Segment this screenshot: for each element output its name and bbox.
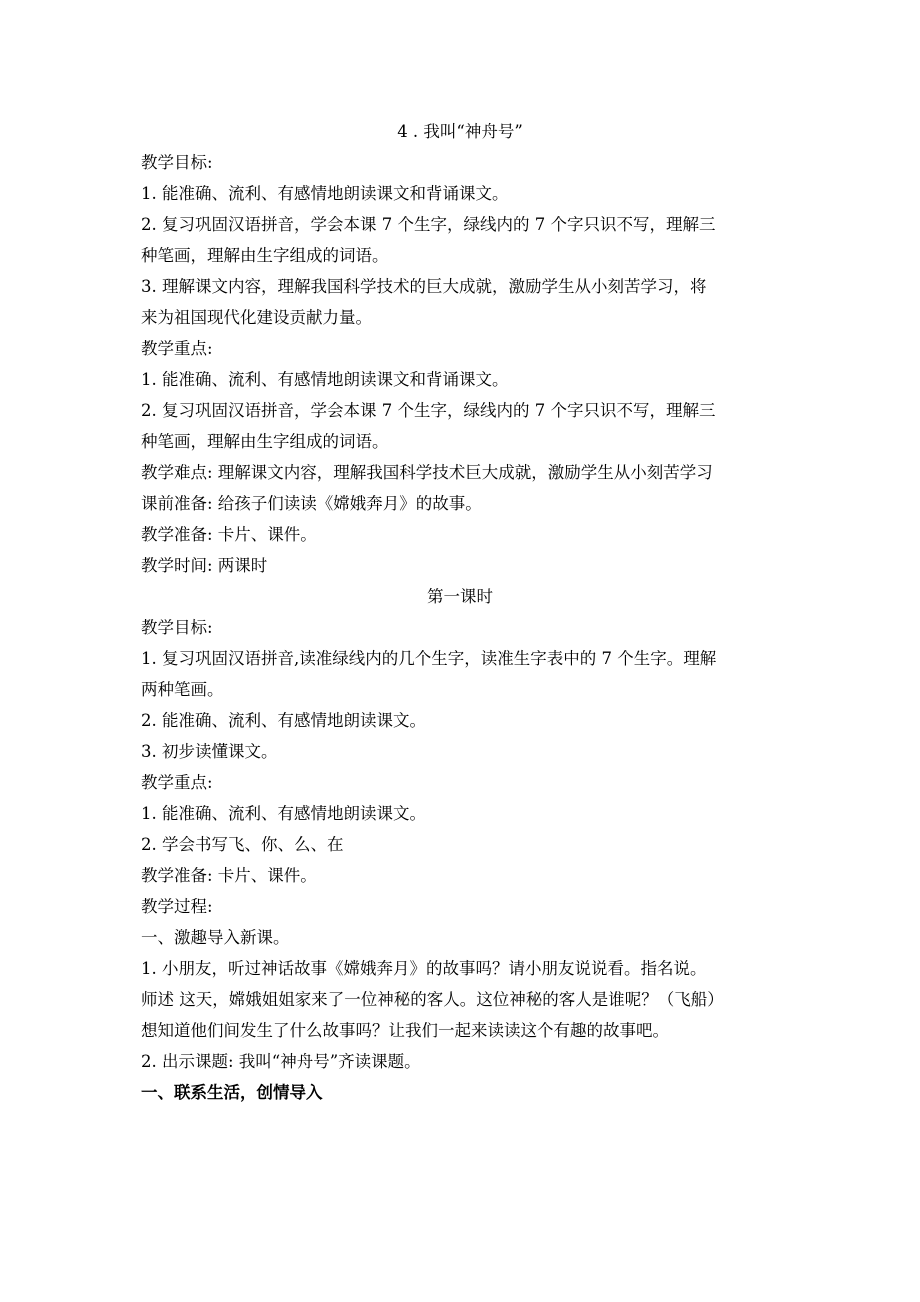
text-line: 师述 这天，嫦娥姐姐家来了一位神秘的客人。这位神秘的客人是谁呢？（飞船）: [141, 990, 724, 1009]
text-line: 教学过程:: [141, 897, 213, 916]
text-line: 3. 理解课文内容，理解我国科学技术的巨大成就，激励学生从小刻苦学习，将: [141, 277, 707, 296]
text-line: 1. 能准确、流利、有感情地朗读课文。: [141, 804, 426, 823]
text-line: 2. 出示课题: 我叫“神舟号”齐读课题。: [141, 1052, 421, 1071]
text-line: 教学时间: 两课时: [141, 556, 268, 575]
text-line: 教学难点: 理解课文内容，理解我国科学技术巨大成就，激励学生从小刻苦学习: [141, 463, 713, 482]
text-line: 课前准备: 给孩子们读读《嫦娥奔月》的故事。: [141, 494, 482, 513]
text-line: 3. 初步读懂课文。: [141, 742, 278, 761]
text-line: 种笔画，理解由生字组成的词语。: [141, 432, 389, 451]
text-line: 教学准备: 卡片、课件。: [141, 525, 317, 544]
text-line: 一、激趣导入新课。: [141, 928, 290, 947]
text-line: 两种笔画。: [141, 680, 224, 699]
text-line: 1. 能准确、流利、有感情地朗读课文和背诵课文。: [141, 184, 509, 203]
text-line: 教学重点:: [141, 773, 213, 792]
text-line: 种笔画，理解由生字组成的词语。: [141, 246, 389, 265]
text-line: 教学准备: 卡片、课件。: [141, 866, 317, 885]
text-line: 2. 复习巩固汉语拼音，学会本课 7 个生字，绿线内的 7 个字只识不写，理解三: [141, 215, 716, 234]
text-line: 想知道他们间发生了什么故事吗？让我们一起来读读这个有趣的故事吧。: [141, 1021, 669, 1040]
text-line: 1. 小朋友，听过神话故事《嫦娥奔月》的故事吗？请小朋友说说看。指名说。: [141, 959, 707, 978]
text-line: 教学目标:: [141, 153, 213, 172]
text-line: 1. 能准确、流利、有感情地朗读课文和背诵课文。: [141, 370, 509, 389]
text-line: 教学重点:: [141, 339, 213, 358]
text-line: 教学目标:: [141, 618, 213, 637]
text-line: 2. 能准确、流利、有感情地朗读课文。: [141, 711, 426, 730]
section-title: 第一课时: [427, 587, 493, 606]
bold-heading: 一、联系生活，创情导入: [141, 1083, 323, 1102]
text-line: 2. 学会书写飞、你、么、在: [141, 835, 344, 854]
document-title: 4 . 我叫“神舟号”: [397, 122, 523, 141]
text-line: 2. 复习巩固汉语拼音，学会本课 7 个生字，绿线内的 7 个字只识不写，理解三: [141, 401, 716, 420]
text-line: 来为祖国现代化建设贡献力量。: [141, 308, 372, 327]
text-line: 1. 复习巩固汉语拼音,读准绿线内的几个生字，读准生字表中的 7 个生字。理解: [141, 649, 717, 668]
